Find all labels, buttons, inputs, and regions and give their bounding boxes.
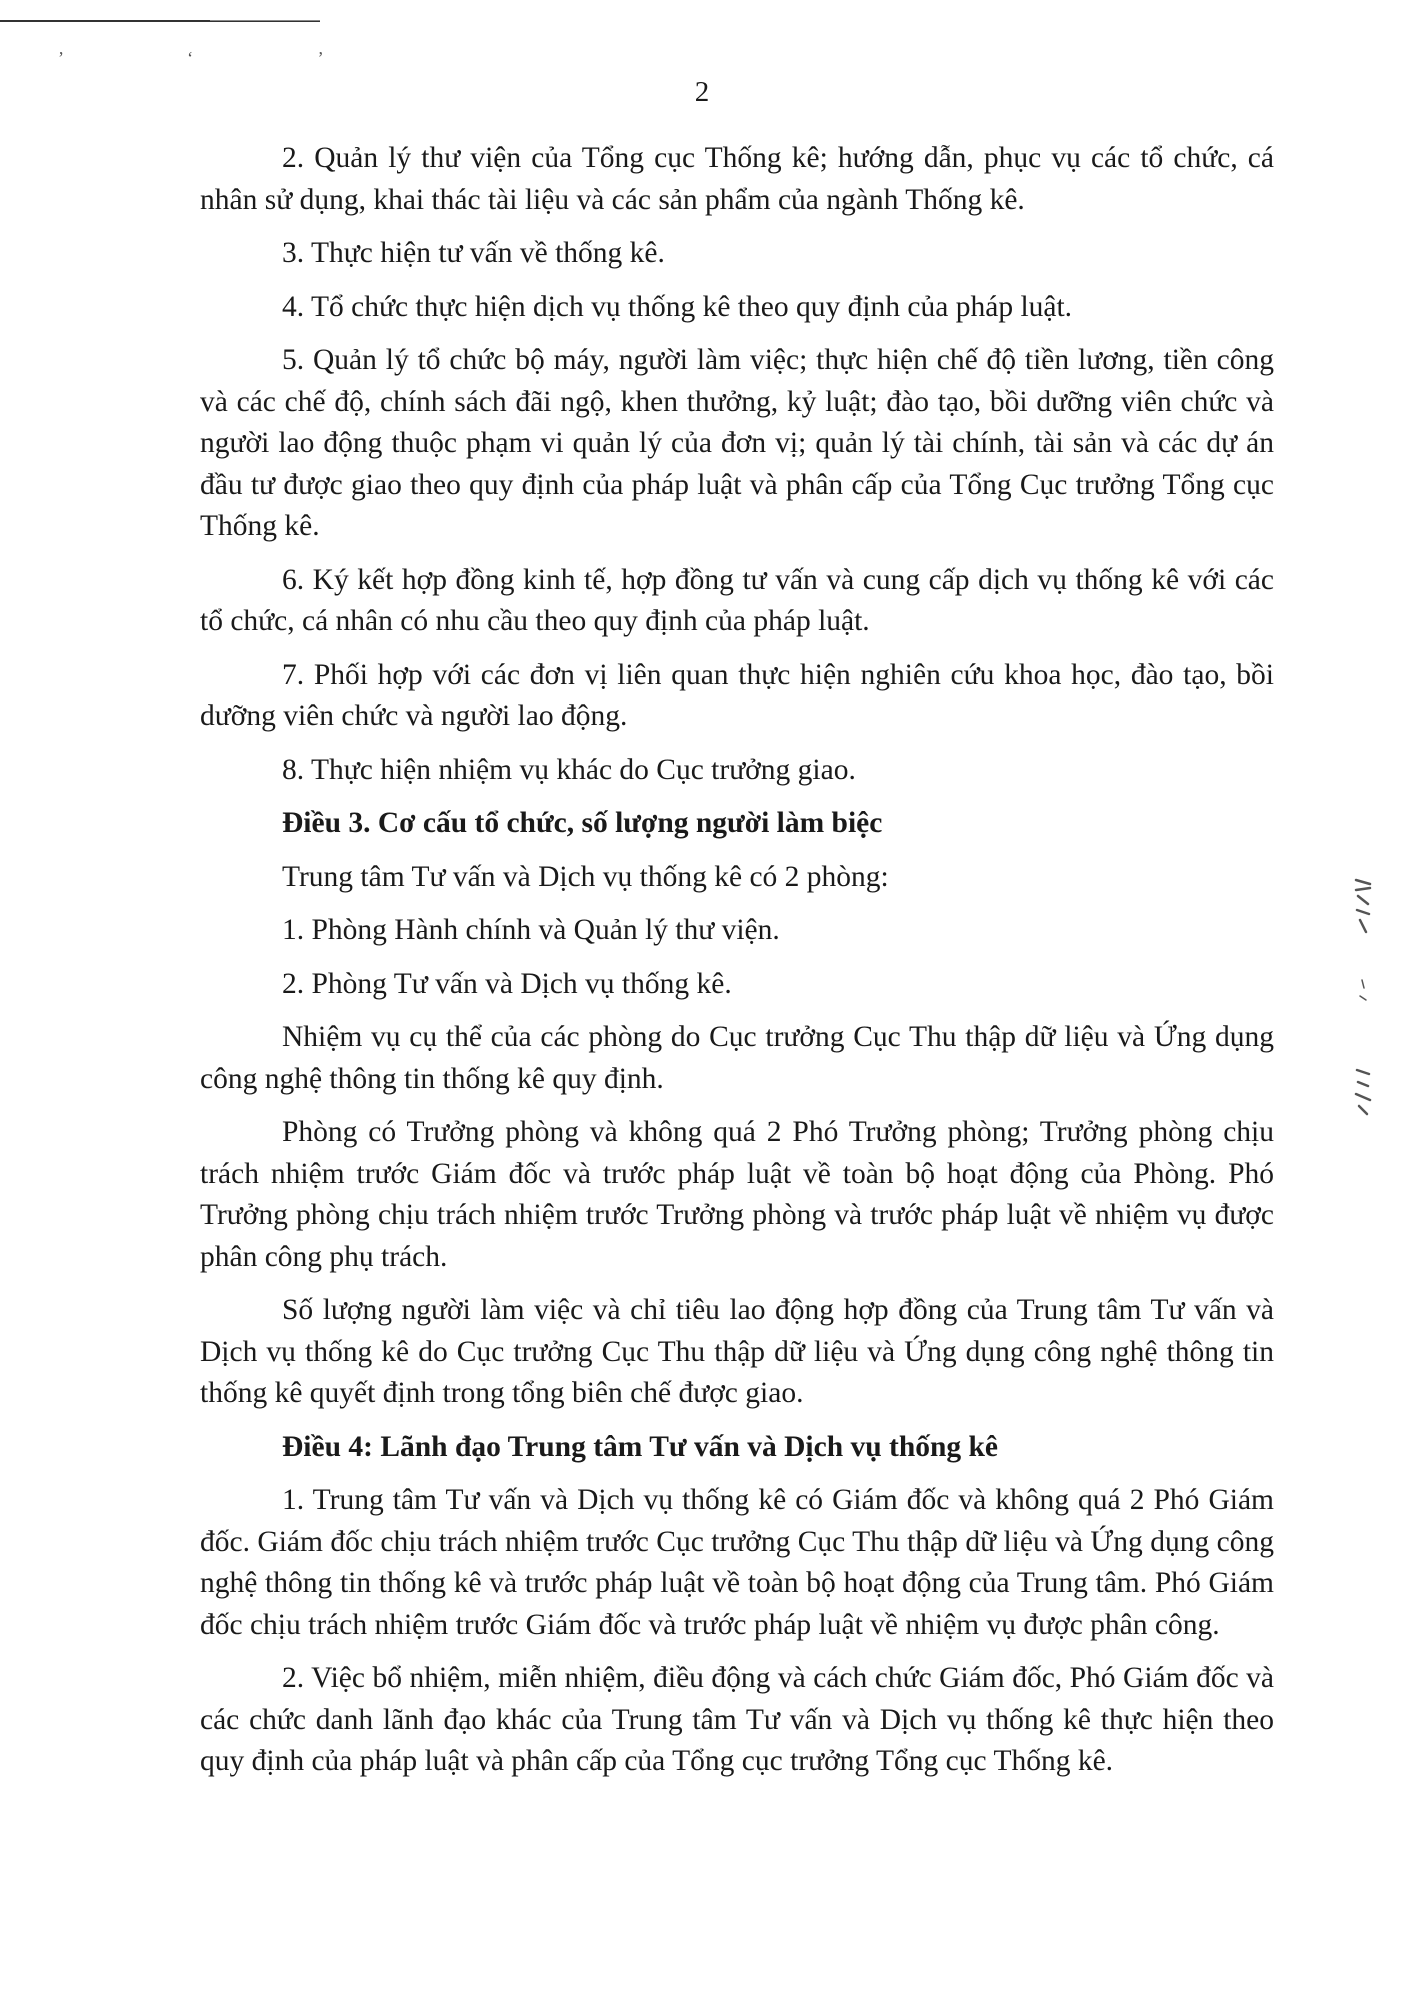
paragraph-5: 6. Ký kết hợp đồng kinh tế, hợp đồng tư vấn và cung cấp dịch vụ thống kê với các tổ chức, cá nhân có nhu cầu theo quy định của pháp luật. — [200, 563, 1274, 637]
paragraph-11: 2. Phòng Tư vấn và Dịch vụ thống kê. — [282, 967, 732, 1000]
paragraph-6: 7. Phối hợp với các đơn vị liên quan thực hiện nghiên cứu khoa học, đào tạo, bồi dưỡng viên chức và người lao động. — [200, 658, 1274, 732]
header-rule-thin — [210, 20, 320, 21]
document-body — [200, 138, 1274, 1795]
page-number: 2 — [694, 76, 710, 108]
paragraph-16: 1. Trung tâm Tư vấn và Dịch vụ thống kê có Giám đốc và không quá 2 Phó Giám đốc. Giám đốc chịu trách nhiệm trước Cục trưởng Cục Thu thập dữ liệu và Ứng dụng công nghệ thông tin thống kê và trước pháp luật về toàn bộ hoạt động của Trung tâm. Phó Giám đốc chịu trách nhiệm trước Giám đốc và trước pháp luật về nhiệm vụ được phân công. — [200, 1484, 1274, 1641]
paragraph-17: 2. Việc bổ nhiệm, miễn nhiệm, điều động và cách chức Giám đốc, Phó Giám đốc và các chức danh lãnh đạo khác của Trung tâm Tư vấn và Dịch vụ thống kê thực hiện theo quy định của pháp luật và phân cấp của Tổng cục trưởng Tổng cục Thống kê. — [200, 1662, 1274, 1777]
article-4-heading: Điều 4: Lãnh đạo Trung tâm Tư vấn và Dịch vụ thống kê — [282, 1430, 999, 1463]
paragraph-7: 8. Thực hiện nhiệm vụ khác do Cục trưởng giao. — [282, 753, 856, 786]
paragraph-3: 4. Tổ chức thực hiện dịch vụ thống kê theo quy định của pháp luật. — [282, 290, 1073, 323]
paragraph-12: Nhiệm vụ cụ thể của các phòng do Cục trưởng Cục Thu thập dữ liệu và Ứng dụng công nghệ thông tin thống kê quy định. — [200, 1021, 1274, 1095]
paragraph-13: Phòng có Trưởng phòng và không quá 2 Phó Trưởng phòng; Trưởng phòng chịu trách nhiệm trước Giám đốc và trước pháp luật về toàn bộ hoạt động của Phòng. Phó Trưởng phòng chịu trách nhiệm trước Trưởng phòng và trước pháp luật về nhiệm vụ được phân công phụ trách. — [200, 1116, 1274, 1273]
paragraph-4: 5. Quản lý tổ chức bộ máy, người làm việc; thực hiện chế độ tiền lương, tiền công và các chế độ, chính sách đãi ngộ, khen thưởng, kỷ luật; đào tạo, bồi dưỡng viên chức và người lao động thuộc phạm vi quản lý của đơn vị; quản lý tài chính, tài sản và các dự án đầu tư được giao theo quy định của pháp luật và phân cấp của Tổng Cục trưởng Tổng cục Thống kê. — [200, 344, 1274, 542]
margin-seal-stamp — [1348, 870, 1378, 1120]
scan-artifact-marks: ’ ‘ ’ — [58, 48, 384, 68]
paragraph-14: Số lượng người làm việc và chỉ tiêu lao động hợp đồng của Trung tâm Tư vấn và Dịch vụ thống kê do Cục trưởng Cục Thu thập dữ liệu và Ứng dụng công nghệ thông tin thống kê quyết định trong tổng biên chế được giao. — [200, 1294, 1274, 1409]
article-3-heading: Điều 3. Cơ cấu tổ chức, số lượng người làm biệc — [282, 807, 883, 839]
paragraph-9: Trung tâm Tư vấn và Dịch vụ thống kê có 2 phòng: — [282, 860, 889, 893]
paragraph-1: 2. Quản lý thư viện của Tổng cục Thống kê; hướng dẫn, phục vụ các tổ chức, cá nhân sử dụng, khai thác tài liệu và các sản phẩm của ngành Thống kê. — [200, 142, 1274, 216]
paragraph-2: 3. Thực hiện tư vấn về thống kê. — [282, 237, 665, 269]
paragraph-10: 1. Phòng Hành chính và Quản lý thư viện. — [282, 914, 780, 946]
